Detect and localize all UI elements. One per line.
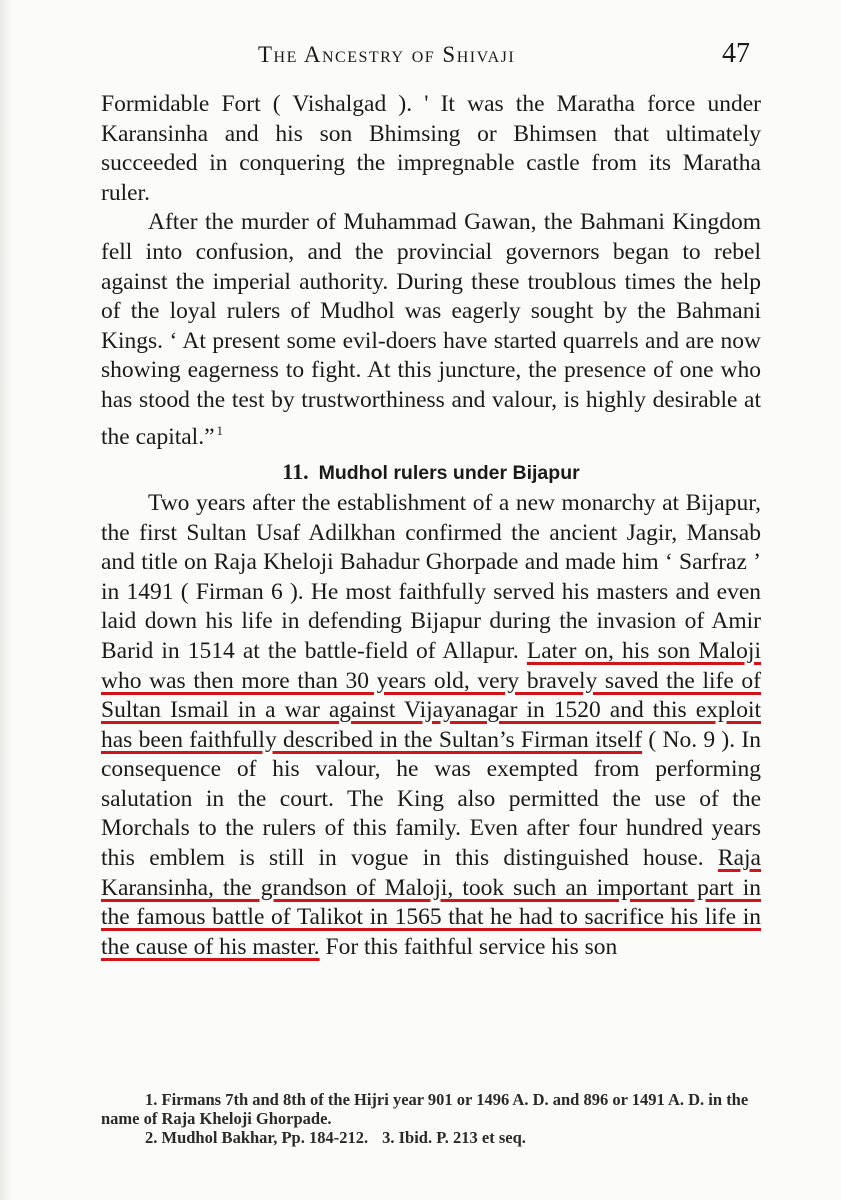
paragraph-3: [101, 489, 761, 963]
running-title: The Ancestry of Shivaji: [258, 42, 516, 67]
underlined-passage-karansinha: Raja Karansinha, the grandson of Maloji, took such an important part in the famous battle of Talikot in 1565 that he had to sacrifice his life in the cause of his master.: [101, 845, 761, 960]
footnotes: [101, 1090, 763, 1147]
page-header: [0, 38, 841, 78]
footnote-1-number: 1.: [145, 1090, 158, 1109]
footnote-2-text: Mudhol Bakhar, Pp. 184-212.: [161, 1128, 369, 1147]
footnote-3-number: 3.: [382, 1128, 395, 1147]
paragraph-2-text: After the murder of Muhammad Gawan, the Bahmani Kingdom fell into confusion, and the provincial governors began to rebel against the imperial authority. During these troublous times the help of the loyal rulers of Mudhol was eagerly sought by the Bahmani Kings. ‘ At present some evil-doers have started quarrels and are now showing eagerness to fight. At this juncture, the presence of one who has stood the test by trustworthiness and valour, is highly desirable at the capital.”: [101, 209, 761, 450]
footnote-mark: 1: [216, 422, 224, 438]
scan-edge-shadow: [0, 0, 12, 1200]
section-heading: [101, 458, 761, 484]
section-title: Mudhol rulers under Bijapur: [318, 461, 580, 484]
paragraph-3-text-b: ( No. 9 ). In consequence of his valour, he was exempted from performing salutation in the court. The King also permitted the use of the Morchals to the rulers of this family. Even after four hundred years this emblem is still in vogue in this distinguished house.: [101, 726, 761, 872]
footnote-1-text: Firmans 7th and 8th of the Hijri year 901 or 1496 A. D. and 896 or 1491 A. D. in the name of Raja Kheloji Ghorpade.: [101, 1090, 749, 1128]
footnote-1: [101, 1090, 763, 1128]
footnote-3-text: Ibid. P. 213 et seq.: [398, 1128, 526, 1147]
paragraph-3-text-c: For this faithful service his son: [319, 933, 618, 960]
footnote-2-3: [101, 1128, 763, 1147]
section-number: 11.: [282, 458, 309, 484]
body-text: [101, 90, 761, 962]
page-number: 47: [722, 38, 750, 69]
underlined-passage-maloji: Later on, his son Maloji who was then more than 30 years old, very bravely saved the life of Sultan Ismail in a war against Vijayanagar in 1520 and this exploit has been faithfully described in the Sultan’s Firman itself: [101, 637, 761, 753]
paragraph-1: Formidable Fort ( Vishalgad ). ' It was the Maratha force under Karansinha and his son Bhimsing or Bhimsen that ultimately succeeded in conquering the impregnable castle from its Maratha ruler.: [101, 91, 761, 206]
footnote-2-number: 2.: [145, 1128, 158, 1147]
paragraph-3-text-a: Two years after the establishment of a new monarchy at Bijapur, the first Sultan Usaf Adilkhan confirmed the ancient Jagir, Mansab and title on Raja Kheloji Bahadur Ghorpade and made him ‘ Sarfraz ’ in 1491 ( Firman 6 ). He most faithfully served his masters and even laid down his life in defending Bijapur during the invasion of Amir Barid in 1514 at the battle-field of Allapur.: [101, 489, 761, 664]
paragraph-2: [101, 208, 761, 452]
